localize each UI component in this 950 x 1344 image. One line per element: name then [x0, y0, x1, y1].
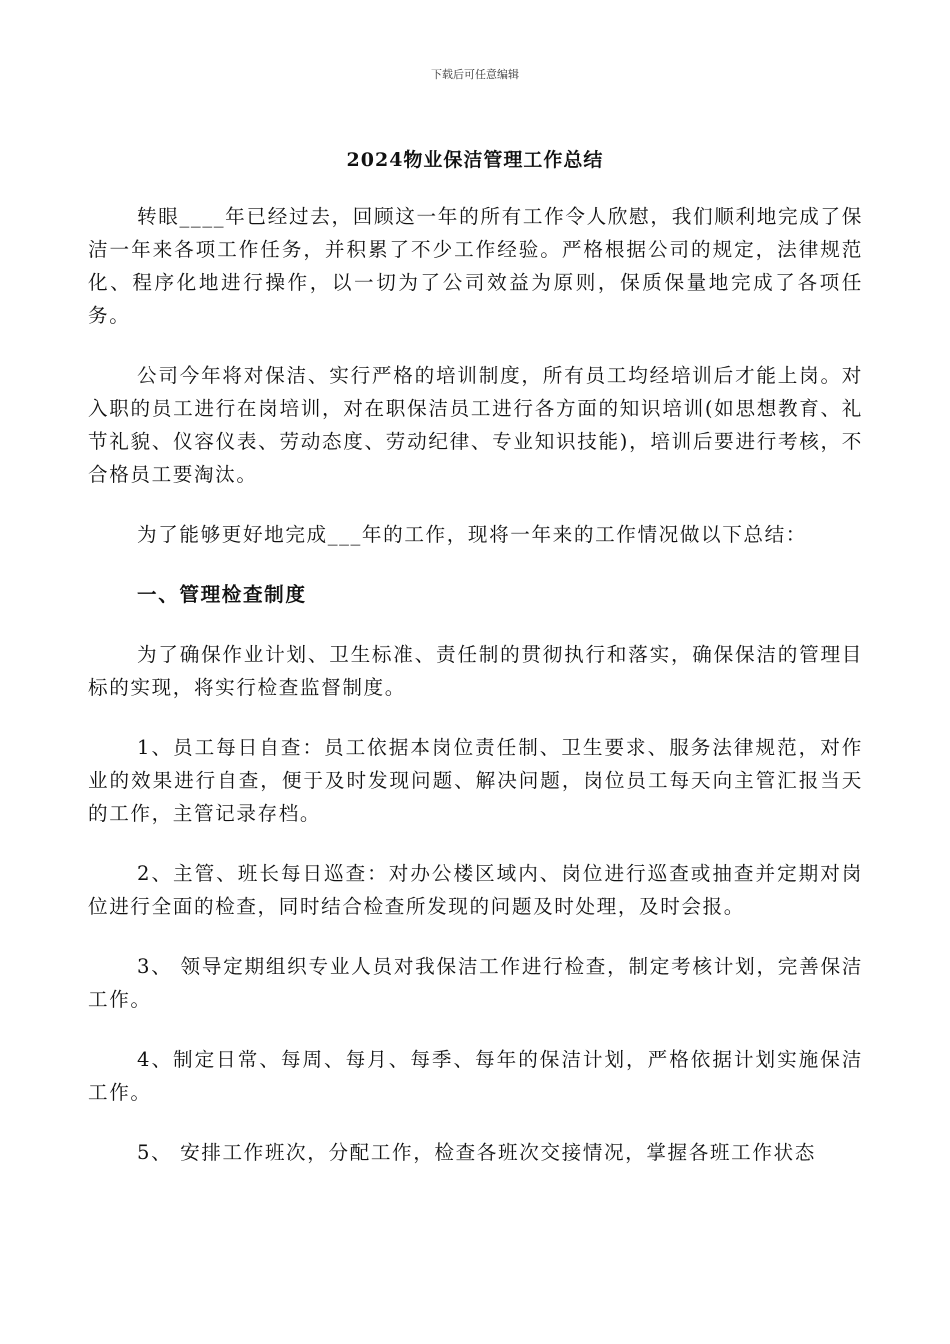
list-item-5: 5、 安排工作班次，分配工作，检查各班次交接情况，掌握各班工作状态 [137, 1141, 816, 1164]
paragraph-summary-lead: 为了能够更好地完成___年的工作，现将一年来的工作情况做以下总结： [137, 523, 808, 546]
paragraph-inspection-intro: 为了确保作业计划、卫生标准、责任制的贯彻执行和落实，确保保洁的管理目标的实现，将实行检查监督制度。 [88, 643, 863, 699]
list-item-1: 1、员工每日自查：员工依据本岗位责任制、卫生要求、服务法律规范，对作业的效果进行自查，便于及时发现问题、解决问题，岗位员工每天向主管汇报当天的工作，主管记录存档。 [88, 736, 863, 825]
list-item-4: 4、制定日常、每周、每月、每季、每年的保洁计划，严格依据计划实施保洁工作。 [88, 1048, 863, 1104]
header-note: 下载后可任意编辑 [431, 68, 519, 81]
paragraph-intro: 转眼____年已经过去，回顾这一年的所有工作令人欣慰，我们顺利地完成了保洁一年来各项工作任务，并积累了不少工作经验。严格根据公司的规定，法律规范化、程序化地进行操作，以一切为了公司效益为原则，保质保量地完成了各项任务。 [88, 205, 863, 327]
list-item-2: 2、主管、班长每日巡查：对办公楼区域内、岗位进行巡查或抽查并定期对岗位进行全面的检查，同时结合检查所发现的问题及时处理，及时会报。 [88, 862, 863, 918]
document-body [88, 200, 863, 1169]
list-item-3: 3、 领导定期组织专业人员对我保洁工作进行检查，制定考核计划，完善保洁工作。 [88, 955, 863, 1011]
document-title: 2024物业保洁管理工作总结 [346, 149, 604, 171]
section-heading: 一、管理检查制度 [137, 583, 307, 606]
paragraph-training: 公司今年将对保洁、实行严格的培训制度，所有员工均经培训后才能上岗。对入职的员工进行在岗培训，对在职保洁员工进行各方面的知识培训(如思想教育、礼节礼貌、仪容仪表、劳动态度、劳动纪律、专业知识技能)，培训后要进行考核，不合格员工要淘汰。 [88, 364, 863, 486]
